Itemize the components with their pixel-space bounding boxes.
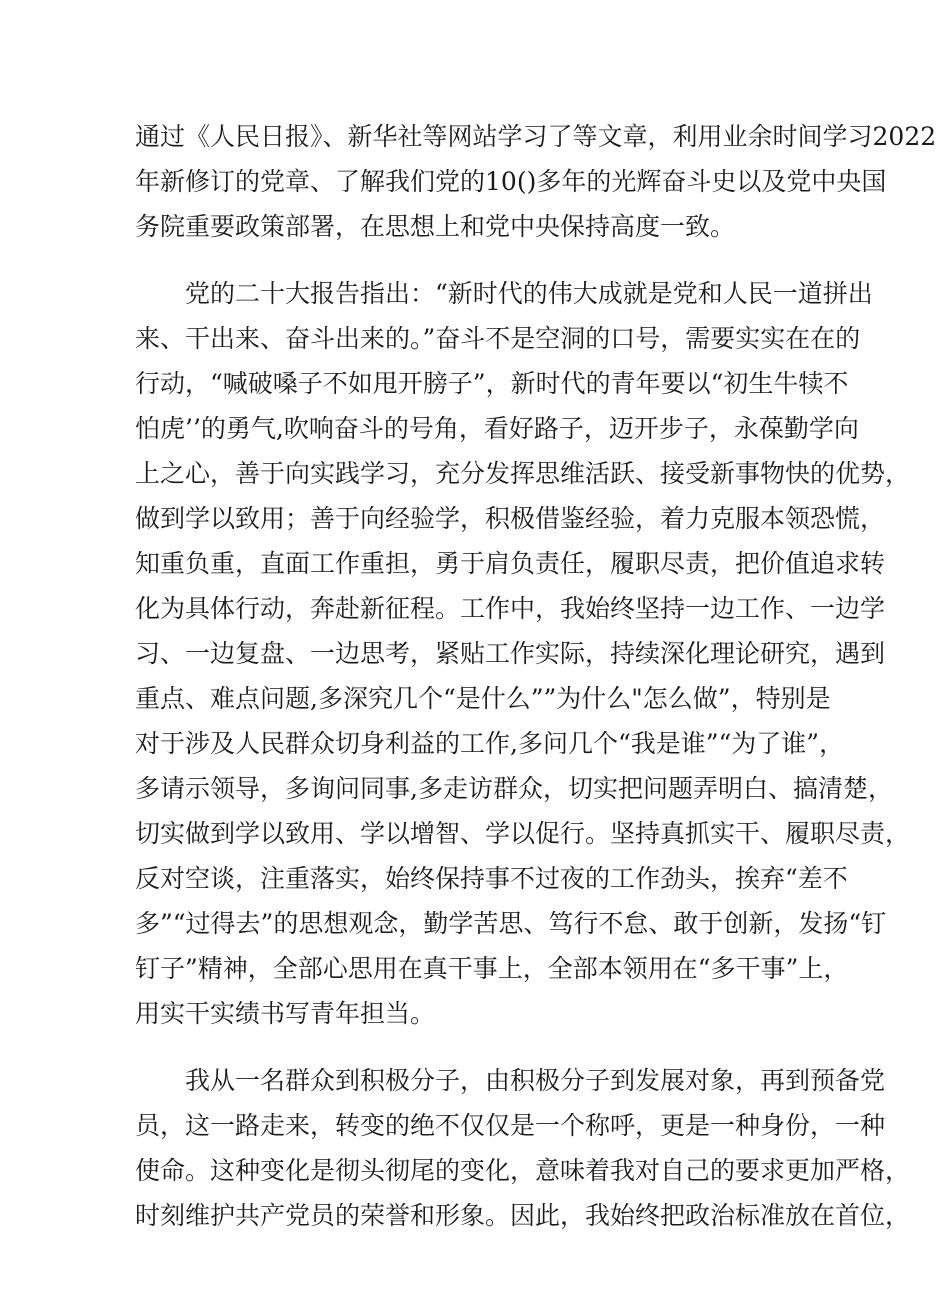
text-line: 员，这一路走来，转变的绝不仅仅是一个称呼，更是一种身份，一种 [135,1111,886,1140]
body-text [135,114,936,1238]
paragraph-1 [135,114,936,249]
text-line: 对于涉及人民群众切身利益的工作,多问几个“我是谁”“为了谁”， [135,729,845,758]
text-line: 反对空谈，注重落实，始终保持事不过夜的工作劲头，挨弃“差不 [135,864,848,893]
text-line: 用实干实绩书写青年担当。 [135,999,436,1028]
text-line: 多请示领导，多询问同事,多走访群众，切实把问题弄明白、搞清楚， [135,774,893,803]
text-line: 通过《人民日报》、新华社等网站学习了等文章，利用业余时间学习2022 [135,122,936,151]
text-line: 做到学以致用；善于向经验学，积极借鉴经验，着力克服本领恐慌， [135,504,886,533]
text-line: 行动，“喊破嗓子不如甩开膀子”，新时代的青年要以“初生牛犊不 [135,369,849,398]
text-line: 时刻维护共产党员的荣誉和形象。因此，我始终把政治标准放在首位， [135,1201,911,1230]
text-line: 使命。这种变化是彻头彻尾的变化，意味着我对自己的要求更加严格， [135,1156,911,1185]
text-line: 重点、难点问题,多深究几个“是什么””为什么"怎么做”，特别是 [135,684,831,713]
paragraph-2 [135,271,911,1036]
text-line: 化为具体行动，奔赴新征程。工作中，我始终坚持一边工作、一边学 [135,594,886,623]
text-line: 党的二十大报告指出：“新时代的伟大成就是党和人民一道拼出 [185,279,873,308]
text-line: 切实做到学以致用、学以增智、学以促行。坚持真抓实干、履职尽责， [135,819,911,848]
text-line: 我从一名群众到积极分子，由积极分子到发展对象，再到预备党 [185,1066,886,1095]
text-line: 习、一边复盘、一边思考，紧贴工作实际，持续深化理论研究，遇到 [135,639,886,668]
text-line: 上之心，善于向实践学习，充分发挥思维活跃、接受新事物快的优势， [135,459,911,488]
paragraph-3 [135,1058,911,1238]
text-line: 务院重要政策部署，在思想上和党中央保持高度一致。 [135,212,736,241]
text-line: 来、干出来、奋斗出来的。”奋斗不是空洞的口号，需要实实在在的 [135,324,861,353]
text-line: 怕虎’’的勇气,吹响奋斗的号角，看好路子，迈开步子，永葆勤学向 [135,414,859,443]
text-line: 多”“过得去”的思想观念，勤学苦思、笃行不怠、敢于创新，发扬“钉 [135,909,887,938]
text-line: 年新修订的党章、了解我们党的10()多年的光辉奋斗史以及党中央国 [135,167,887,196]
text-line: 钉子”精神，全部心思用在真干事上，全部本领用在“多干事”上， [135,954,849,983]
text-line: 知重负重，直面工作重担，勇于肩负责任，履职尽责，把价值追求转 [135,549,886,578]
